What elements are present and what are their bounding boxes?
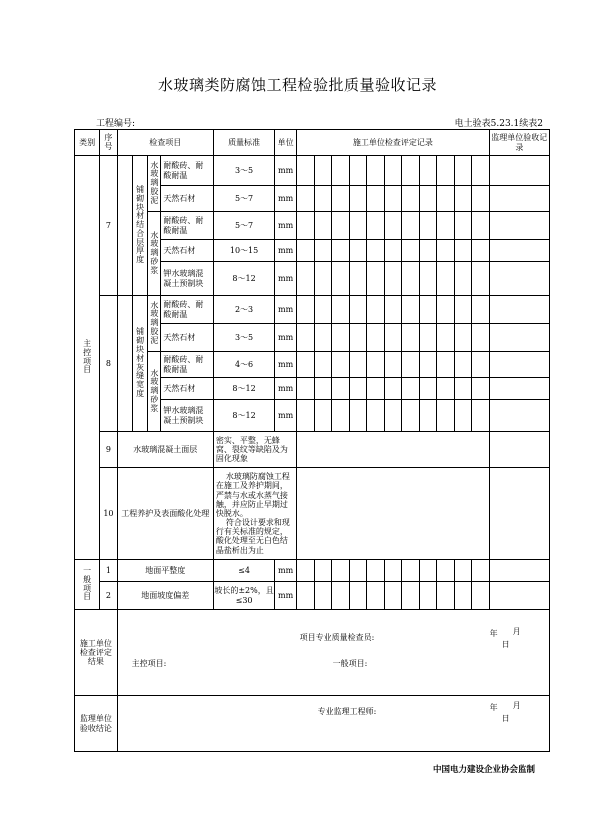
record-cell[interactable]	[297, 582, 315, 610]
item10-std-1: 水玻璃防腐蚀工程在施工及养护期间，严禁与水或水蒸气接触，并应防止早期过快脱水。	[215, 472, 290, 518]
item8-sub-1: 耐酸砖、耐酸耐温	[161, 296, 214, 324]
record-cell[interactable]	[402, 262, 420, 296]
record-cell[interactable]	[367, 582, 385, 610]
record-cell[interactable]	[332, 582, 350, 610]
item8-blank	[117, 296, 132, 432]
record-cell[interactable]	[314, 324, 332, 352]
record-cell[interactable]	[367, 296, 385, 324]
record-cell[interactable]	[349, 352, 367, 378]
general-unit-1: mm	[275, 560, 297, 582]
item7-group-b: 水玻璃砂浆	[148, 212, 161, 296]
header-item: 检查项目	[117, 130, 213, 156]
record-cell[interactable]	[419, 240, 437, 262]
record-cell[interactable]	[314, 156, 332, 186]
record-cell[interactable]	[472, 240, 490, 262]
record-cell[interactable]	[384, 212, 402, 240]
record-cell[interactable]	[437, 262, 455, 296]
item8-unit-3: mm	[275, 352, 297, 378]
construction-signoff-row	[75, 610, 550, 696]
item7-std-1: 3～5	[213, 156, 274, 186]
record-cell[interactable]	[454, 324, 472, 352]
record-cell[interactable]	[437, 582, 455, 610]
record-cell[interactable]	[367, 186, 385, 212]
record-cell[interactable]	[349, 378, 367, 400]
item7-unit-3: mm	[275, 212, 297, 240]
item8-std-5: 8～12	[213, 400, 274, 432]
record-cell[interactable]	[297, 468, 490, 560]
record-cell[interactable]	[437, 296, 455, 324]
record-cell[interactable]	[332, 212, 350, 240]
header-unit: 单位	[275, 130, 297, 156]
year-label-2: 年	[489, 703, 498, 713]
supervision-cell[interactable]	[489, 560, 549, 582]
record-cell[interactable]	[332, 352, 350, 378]
header-row	[75, 130, 550, 156]
record-cell[interactable]	[454, 186, 472, 212]
record-cell[interactable]	[314, 352, 332, 378]
record-cell[interactable]	[402, 156, 420, 186]
header-construction-record: 施工单位检查评定记录	[297, 130, 490, 156]
supervision-signoff-row	[75, 696, 550, 752]
record-cell[interactable]	[297, 560, 315, 582]
form-code: 电土验表5.23.1续表2	[454, 119, 543, 129]
record-cell[interactable]	[472, 186, 490, 212]
table-row	[75, 560, 550, 582]
record-cell[interactable]	[297, 156, 315, 186]
record-cell[interactable]	[454, 560, 472, 582]
record-cell[interactable]	[297, 186, 315, 212]
general-seq-2: 2	[100, 582, 118, 610]
record-cell[interactable]	[349, 156, 367, 186]
record-cell[interactable]	[419, 262, 437, 296]
project-no-label: 工程编号:	[96, 119, 136, 129]
item8-std-3: 4～6	[213, 352, 274, 378]
record-cell[interactable]	[314, 400, 332, 432]
item8-sub-4: 天然石材	[161, 378, 214, 400]
record-cell[interactable]	[384, 352, 402, 378]
record-cell[interactable]	[297, 378, 315, 400]
supervision-cell[interactable]	[489, 582, 549, 610]
record-cell[interactable]	[384, 400, 402, 432]
record-cell[interactable]	[384, 324, 402, 352]
record-cell[interactable]	[472, 156, 490, 186]
record-cell[interactable]	[332, 324, 350, 352]
record-cell[interactable]	[297, 296, 315, 324]
record-cell[interactable]	[402, 400, 420, 432]
record-cell[interactable]	[454, 156, 472, 186]
record-cell[interactable]	[349, 324, 367, 352]
record-cell[interactable]	[367, 560, 385, 582]
month-label-2: 月	[512, 701, 521, 711]
record-cell[interactable]	[437, 378, 455, 400]
record-cell[interactable]	[332, 560, 350, 582]
record-cell[interactable]	[402, 378, 420, 400]
month-label: 月	[512, 627, 521, 637]
supervision-signoff-area[interactable]	[117, 696, 549, 752]
header-standard: 质量标准	[213, 130, 274, 156]
item10-std-2: 符合设计要求和现行有关标准的规定，酸化处理至无白色结晶盐析出为止	[215, 518, 290, 555]
general-std-1: ≤4	[213, 560, 274, 582]
record-cell[interactable]	[437, 156, 455, 186]
record-cell[interactable]	[437, 212, 455, 240]
table-row	[75, 156, 550, 186]
supervision-cell[interactable]	[489, 378, 549, 400]
main-category: 主控项目	[75, 156, 100, 560]
record-cell[interactable]	[384, 240, 402, 262]
record-cell[interactable]	[332, 296, 350, 324]
record-cell[interactable]	[349, 186, 367, 212]
construction-signoff-area[interactable]	[117, 610, 549, 696]
record-cell[interactable]	[419, 324, 437, 352]
record-cell[interactable]	[384, 296, 402, 324]
record-cell[interactable]	[454, 212, 472, 240]
item8-std-1: 2～3	[213, 296, 274, 324]
record-cell[interactable]	[419, 378, 437, 400]
record-cell[interactable]	[349, 560, 367, 582]
item8-sub-2: 天然石材	[161, 324, 214, 352]
record-cell[interactable]	[297, 324, 315, 352]
general-unit-2: mm	[275, 582, 297, 610]
record-cell[interactable]	[314, 378, 332, 400]
item7-std-3: 5～7	[213, 212, 274, 240]
item8-std-2: 3～5	[213, 324, 274, 352]
record-cell[interactable]	[384, 582, 402, 610]
item7-sub-5: 钾水玻璃混凝土预制块	[161, 262, 214, 296]
record-cell[interactable]	[349, 240, 367, 262]
table-row	[75, 468, 550, 560]
record-cell[interactable]	[419, 400, 437, 432]
record-cell[interactable]	[367, 240, 385, 262]
record-cell[interactable]	[349, 400, 367, 432]
record-cell[interactable]	[402, 560, 420, 582]
record-cell[interactable]	[349, 296, 367, 324]
header-supervision-record: 监理单位验收记录	[489, 130, 549, 156]
record-cell[interactable]	[332, 156, 350, 186]
record-cell[interactable]	[367, 212, 385, 240]
record-cell[interactable]	[437, 560, 455, 582]
engineer-label: 专业监理工程师:	[317, 707, 377, 717]
acceptance-table	[74, 129, 550, 752]
record-cell[interactable]	[367, 324, 385, 352]
record-cell[interactable]	[297, 212, 315, 240]
record-cell[interactable]	[332, 378, 350, 400]
item7-sub-1: 耐酸砖、耐酸耐温	[161, 156, 214, 186]
item7-std-4: 10～15	[213, 240, 274, 262]
item7-sub-4: 天然石材	[161, 240, 214, 262]
record-cell[interactable]	[297, 400, 315, 432]
record-cell[interactable]	[332, 400, 350, 432]
record-cell[interactable]	[332, 186, 350, 212]
item8-unit-1: mm	[275, 296, 297, 324]
record-cell[interactable]	[437, 240, 455, 262]
record-cell[interactable]	[367, 156, 385, 186]
record-cell[interactable]	[314, 212, 332, 240]
record-cell[interactable]	[314, 582, 332, 610]
general-items-label: 一般项目:	[332, 658, 368, 668]
record-cell[interactable]	[402, 186, 420, 212]
general-std-2: 坡长的±2%，且≤30	[213, 582, 274, 610]
record-cell[interactable]	[472, 212, 490, 240]
item10-name: 工程养护及表面酸化处理	[117, 468, 213, 560]
construction-signoff-label: 施工单位检查评定结果	[75, 610, 118, 696]
item8-unit-5: mm	[275, 400, 297, 432]
record-cell[interactable]	[367, 378, 385, 400]
record-cell[interactable]	[472, 324, 490, 352]
record-cell[interactable]	[437, 324, 455, 352]
supervision-cell[interactable]	[489, 186, 549, 212]
record-cell[interactable]	[419, 156, 437, 186]
record-cell[interactable]	[314, 262, 332, 296]
seq-7: 7	[100, 156, 118, 296]
record-cell[interactable]	[297, 432, 490, 468]
item8-group-a: 水玻璃胶泥	[148, 296, 161, 352]
chief-items-label: 主控项目:	[131, 658, 167, 668]
record-cell[interactable]	[454, 400, 472, 432]
record-cell[interactable]	[402, 212, 420, 240]
record-cell[interactable]	[454, 352, 472, 378]
record-cell[interactable]	[402, 352, 420, 378]
record-cell[interactable]	[367, 352, 385, 378]
item8-unit-4: mm	[275, 378, 297, 400]
record-cell[interactable]	[437, 186, 455, 212]
item7-std-5: 8～12	[213, 262, 274, 296]
record-cell[interactable]	[454, 378, 472, 400]
item7-unit-1: mm	[275, 156, 297, 186]
record-cell[interactable]	[454, 240, 472, 262]
supervision-cell[interactable]	[489, 352, 549, 378]
record-cell[interactable]	[472, 560, 490, 582]
item7-blank	[117, 156, 132, 296]
seq-10: 10	[100, 468, 118, 560]
supervision-cell[interactable]	[489, 240, 549, 262]
seq-8: 8	[100, 296, 118, 432]
footer-publisher: 中国电力建设企业协会监制	[432, 765, 535, 775]
day-label-2: 日	[501, 714, 510, 724]
item8-group-b: 水玻璃砂浆	[148, 352, 161, 432]
item7-name: 铺砌块材结合层厚度	[132, 156, 147, 296]
supervision-cell[interactable]	[489, 468, 549, 560]
record-cell[interactable]	[472, 400, 490, 432]
record-cell[interactable]	[297, 352, 315, 378]
record-cell[interactable]	[472, 262, 490, 296]
general-name-2: 地面坡度偏差	[117, 582, 213, 610]
record-cell[interactable]	[419, 212, 437, 240]
record-cell[interactable]	[437, 352, 455, 378]
record-cell[interactable]	[419, 352, 437, 378]
record-cell[interactable]	[454, 296, 472, 324]
item7-sub-3: 耐酸砖、耐酸耐温	[161, 212, 214, 240]
record-cell[interactable]	[367, 262, 385, 296]
inspector-label: 项目专业质量检查员:	[299, 633, 375, 643]
record-cell[interactable]	[472, 378, 490, 400]
record-cell[interactable]	[384, 262, 402, 296]
record-cell[interactable]	[384, 186, 402, 212]
table-row	[75, 582, 550, 610]
item7-sub-2: 天然石材	[161, 186, 214, 212]
record-cell[interactable]	[314, 240, 332, 262]
record-cell[interactable]	[419, 296, 437, 324]
item8-std-4: 8～12	[213, 378, 274, 400]
supervision-cell[interactable]	[489, 262, 549, 296]
record-cell[interactable]	[332, 262, 350, 296]
record-cell[interactable]	[314, 296, 332, 324]
record-cell[interactable]	[314, 560, 332, 582]
record-cell[interactable]	[402, 582, 420, 610]
day-label: 日	[501, 640, 510, 650]
record-cell[interactable]	[367, 400, 385, 432]
record-cell[interactable]	[314, 186, 332, 212]
table-row	[75, 296, 550, 324]
record-cell[interactable]	[472, 352, 490, 378]
record-cell[interactable]	[384, 378, 402, 400]
record-cell[interactable]	[402, 240, 420, 262]
supervision-cell[interactable]	[489, 212, 549, 240]
record-cell[interactable]	[384, 560, 402, 582]
item8-sub-5: 钾水玻璃混凝土预制块	[161, 400, 214, 432]
general-category: 一般项目	[75, 560, 100, 610]
supervision-cell[interactable]	[489, 432, 549, 468]
table-row	[75, 432, 550, 468]
year-label: 年	[489, 629, 498, 639]
record-cell[interactable]	[419, 560, 437, 582]
supervision-cell[interactable]	[489, 400, 549, 432]
record-cell[interactable]	[297, 240, 315, 262]
header-seq: 序号	[100, 130, 118, 156]
item8-unit-2: mm	[275, 324, 297, 352]
record-cell[interactable]	[419, 582, 437, 610]
record-cell[interactable]	[297, 262, 315, 296]
record-cell[interactable]	[472, 296, 490, 324]
item7-unit-5: mm	[275, 262, 297, 296]
item10-std	[213, 468, 296, 560]
item7-group-a: 水玻璃胶泥	[148, 156, 161, 212]
record-cell[interactable]	[402, 296, 420, 324]
item9-std: 密实、平整，无蜂窝、裂纹等缺陷及为固化现象	[213, 432, 296, 468]
item7-unit-4: mm	[275, 240, 297, 262]
record-cell[interactable]	[349, 212, 367, 240]
record-cell[interactable]	[454, 582, 472, 610]
supervision-cell[interactable]	[489, 296, 549, 324]
page-title: 水玻璃类防腐蚀工程检验批质量验收记录	[157, 76, 437, 94]
general-name-1: 地面平整度	[117, 560, 213, 582]
seq-9: 9	[100, 432, 118, 468]
supervision-cell[interactable]	[489, 156, 549, 186]
record-cell[interactable]	[402, 324, 420, 352]
record-cell[interactable]	[384, 156, 402, 186]
item7-unit-2: mm	[275, 186, 297, 212]
record-cell[interactable]	[472, 582, 490, 610]
header-category: 类别	[75, 130, 100, 156]
supervision-signoff-label: 监理单位验收结论	[75, 696, 118, 752]
record-cell[interactable]	[349, 262, 367, 296]
item9-name: 水玻璃混凝土面层	[117, 432, 213, 468]
record-cell[interactable]	[437, 400, 455, 432]
record-cell[interactable]	[349, 582, 367, 610]
item8-name: 铺砌块材灰缝宽度	[132, 296, 147, 432]
item8-sub-3: 耐酸砖、耐酸耐温	[161, 352, 214, 378]
record-cell[interactable]	[454, 262, 472, 296]
supervision-cell[interactable]	[489, 324, 549, 352]
general-seq-1: 1	[100, 560, 118, 582]
item7-std-2: 5～7	[213, 186, 274, 212]
record-cell[interactable]	[419, 186, 437, 212]
record-cell[interactable]	[332, 240, 350, 262]
